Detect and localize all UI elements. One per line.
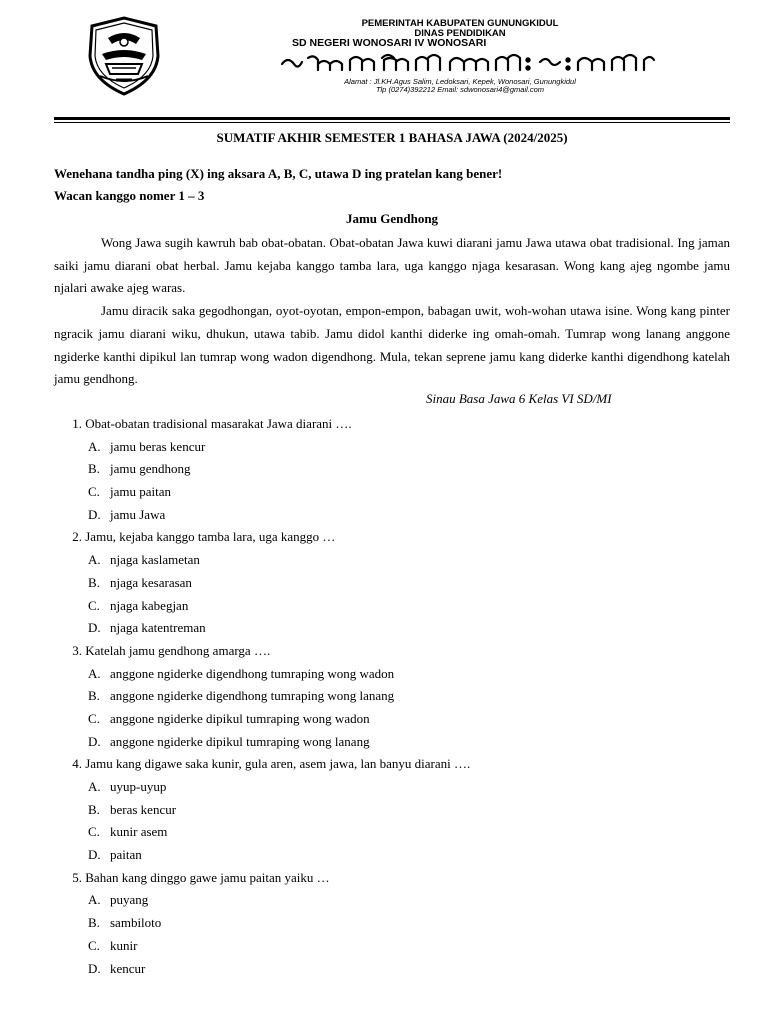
letterhead-government: PEMERINTAH KABUPATEN GUNUNGKIDUL: [361, 18, 559, 29]
letterhead-department: DINAS PENDIDIKAN: [414, 28, 506, 39]
option-letter: A.: [88, 552, 101, 568]
option-1a[interactable]: [54, 436, 730, 459]
option-2a[interactable]: [54, 549, 730, 572]
option-letter: B.: [88, 915, 100, 931]
option-letter: D.: [88, 620, 101, 636]
exam-title: SUMATIF AKHIR SEMESTER 1 BAHASA JAWA (2024/2025): [216, 130, 568, 145]
option-3c[interactable]: [54, 708, 730, 731]
question-2: [54, 526, 730, 549]
option-text: paitan: [110, 847, 142, 863]
option-letter: D.: [88, 506, 101, 522]
option-3d[interactable]: [54, 731, 730, 754]
option-5a[interactable]: [54, 889, 730, 912]
question-text: Katelah jamu gendhong amarga ….: [85, 642, 271, 658]
letterhead-contact: Tlp (0274)392212 Email: sdwonosari4@gmail.com: [375, 85, 545, 94]
option-3b[interactable]: [54, 685, 730, 708]
question-number: 5.: [72, 869, 82, 885]
option-letter: D.: [88, 960, 101, 976]
option-letter: C.: [88, 597, 100, 613]
option-text: njaga kabegjan: [110, 597, 189, 613]
question-1: [54, 413, 730, 436]
option-letter: B.: [88, 688, 100, 704]
option-1d[interactable]: [54, 504, 730, 527]
javanese-script-school-name-icon: [278, 50, 658, 76]
option-1c[interactable]: [54, 481, 730, 504]
question-text: Jamu kang digawe saka kunir, gula aren, asem jawa, lan banyu diarani ….: [85, 756, 471, 772]
question-4: [54, 753, 730, 776]
option-4c[interactable]: [54, 821, 730, 844]
letterhead-rule-thin: [54, 122, 730, 123]
option-4b[interactable]: [54, 799, 730, 822]
option-text: njaga kaslametan: [110, 552, 200, 568]
option-letter: A.: [88, 779, 101, 794]
option-text: anggone ngiderke digendhong tumraping wong wadon: [110, 665, 395, 681]
option-1b[interactable]: [54, 458, 730, 481]
option-2d[interactable]: [54, 617, 730, 640]
option-text: uyup-uyup: [110, 779, 167, 794]
option-text: jamu beras kencur: [110, 438, 206, 454]
option-letter: A.: [88, 438, 101, 454]
exam-instruction: Wenehana tandha ping (X) ing aksara A, B, C, utawa D ing pratelan kang bener!: [54, 166, 503, 181]
reading-passage: [54, 232, 730, 391]
reading-source: Sinau Basa Jawa 6 Kelas VI SD/MI: [426, 391, 612, 406]
question-number: 1.: [72, 416, 82, 431]
option-text: anggone ngiderke digendhong tumraping wong lanang: [110, 688, 395, 704]
option-2b[interactable]: [54, 572, 730, 595]
letterhead-school-name: SD NEGERI WONOSARI IV WONOSARI: [292, 37, 487, 49]
option-text: anggone ngiderke dipikul tumraping wong wadon: [110, 710, 370, 726]
option-text: kunir asem: [110, 824, 168, 840]
option-letter: A.: [88, 665, 101, 681]
option-5b[interactable]: [54, 912, 730, 935]
reading-paragraph: Jamu diracik saka gegodhongan, oyot-oyotan, empon-empon, babagan uwit, woh-wohan utawa isine. Wong kang pinter ngracik jamu diarani wiku, dhukun, utawa tabib. Jamu didol kanthi diderke ing omah-omah. Tumrap wong lanang anggone ngiderke kanthi dipikul lan tumrap wong wadon digendhong. Mula, tekan seprene jamu kang diderke kanthi digendhong katelah jamu gendhong.: [54, 303, 730, 387]
option-4a[interactable]: [54, 776, 730, 799]
option-letter: C.: [88, 710, 100, 726]
option-text: jamu Jawa: [110, 506, 166, 522]
question-number: 3.: [72, 642, 82, 658]
option-letter: D.: [88, 847, 101, 863]
option-letter: B.: [88, 801, 100, 817]
option-text: njaga kesarasan: [110, 574, 192, 590]
option-2c[interactable]: [54, 595, 730, 618]
question-3: [54, 640, 730, 663]
option-text: puyang: [110, 892, 149, 908]
question-text: Bahan kang dinggo gawe jamu paitan yaiku …: [85, 869, 330, 885]
option-letter: B.: [88, 461, 100, 477]
option-text: beras kencur: [110, 801, 177, 817]
question-text: Jamu, kejaba kanggo tamba lara, uga kanggo …: [85, 529, 336, 545]
option-3a[interactable]: [54, 663, 730, 686]
option-5c[interactable]: [54, 935, 730, 958]
option-5d[interactable]: [54, 958, 730, 981]
option-text: kunir: [110, 937, 138, 953]
regency-crest-icon: [86, 16, 162, 96]
letterhead-address: Alamat : Jl.KH.Agus Salim, Ledoksari, Kepek, Wonosari, Gunungkidul: [344, 77, 576, 86]
reading-title: Jamu Gendhong: [345, 211, 439, 226]
option-text: jamu paitan: [110, 484, 172, 500]
option-text: anggone ngiderke dipikul tumraping wong lanang: [110, 733, 370, 749]
option-text: njaga katentreman: [110, 620, 206, 636]
option-letter: C.: [88, 824, 100, 840]
letterhead-rule-thick: [54, 117, 730, 120]
option-letter: D.: [88, 733, 101, 749]
option-text: jamu gendhong: [110, 461, 191, 477]
question-number: 2.: [72, 529, 82, 545]
reading-label: Wacan kanggo nomer 1 – 3: [54, 188, 205, 203]
option-4d[interactable]: [54, 844, 730, 867]
question-5: [54, 867, 730, 890]
reading-paragraph: Wong Jawa sugih kawruh bab obat-obatan. Obat-obatan Jawa kuwi diarani jamu Jawa utawa obat tradisional. Ing jaman saiki jamu diarani obat herbal. Jamu kejaba kanggo tamba lara, uga kanggo njaga kesarasan. Wong kang ajeg ngombe jamu njalari awake ajeg waras.: [54, 235, 730, 296]
option-text: kencur: [110, 960, 146, 976]
question-text: Obat-obatan tradisional masarakat Jawa diarani ….: [85, 416, 352, 431]
question-list: [54, 413, 730, 980]
option-letter: A.: [88, 892, 101, 908]
question-number: 4.: [72, 756, 82, 772]
option-text: sambiloto: [110, 915, 162, 931]
option-letter: C.: [88, 484, 100, 500]
option-letter: C.: [88, 937, 100, 953]
option-letter: B.: [88, 574, 100, 590]
